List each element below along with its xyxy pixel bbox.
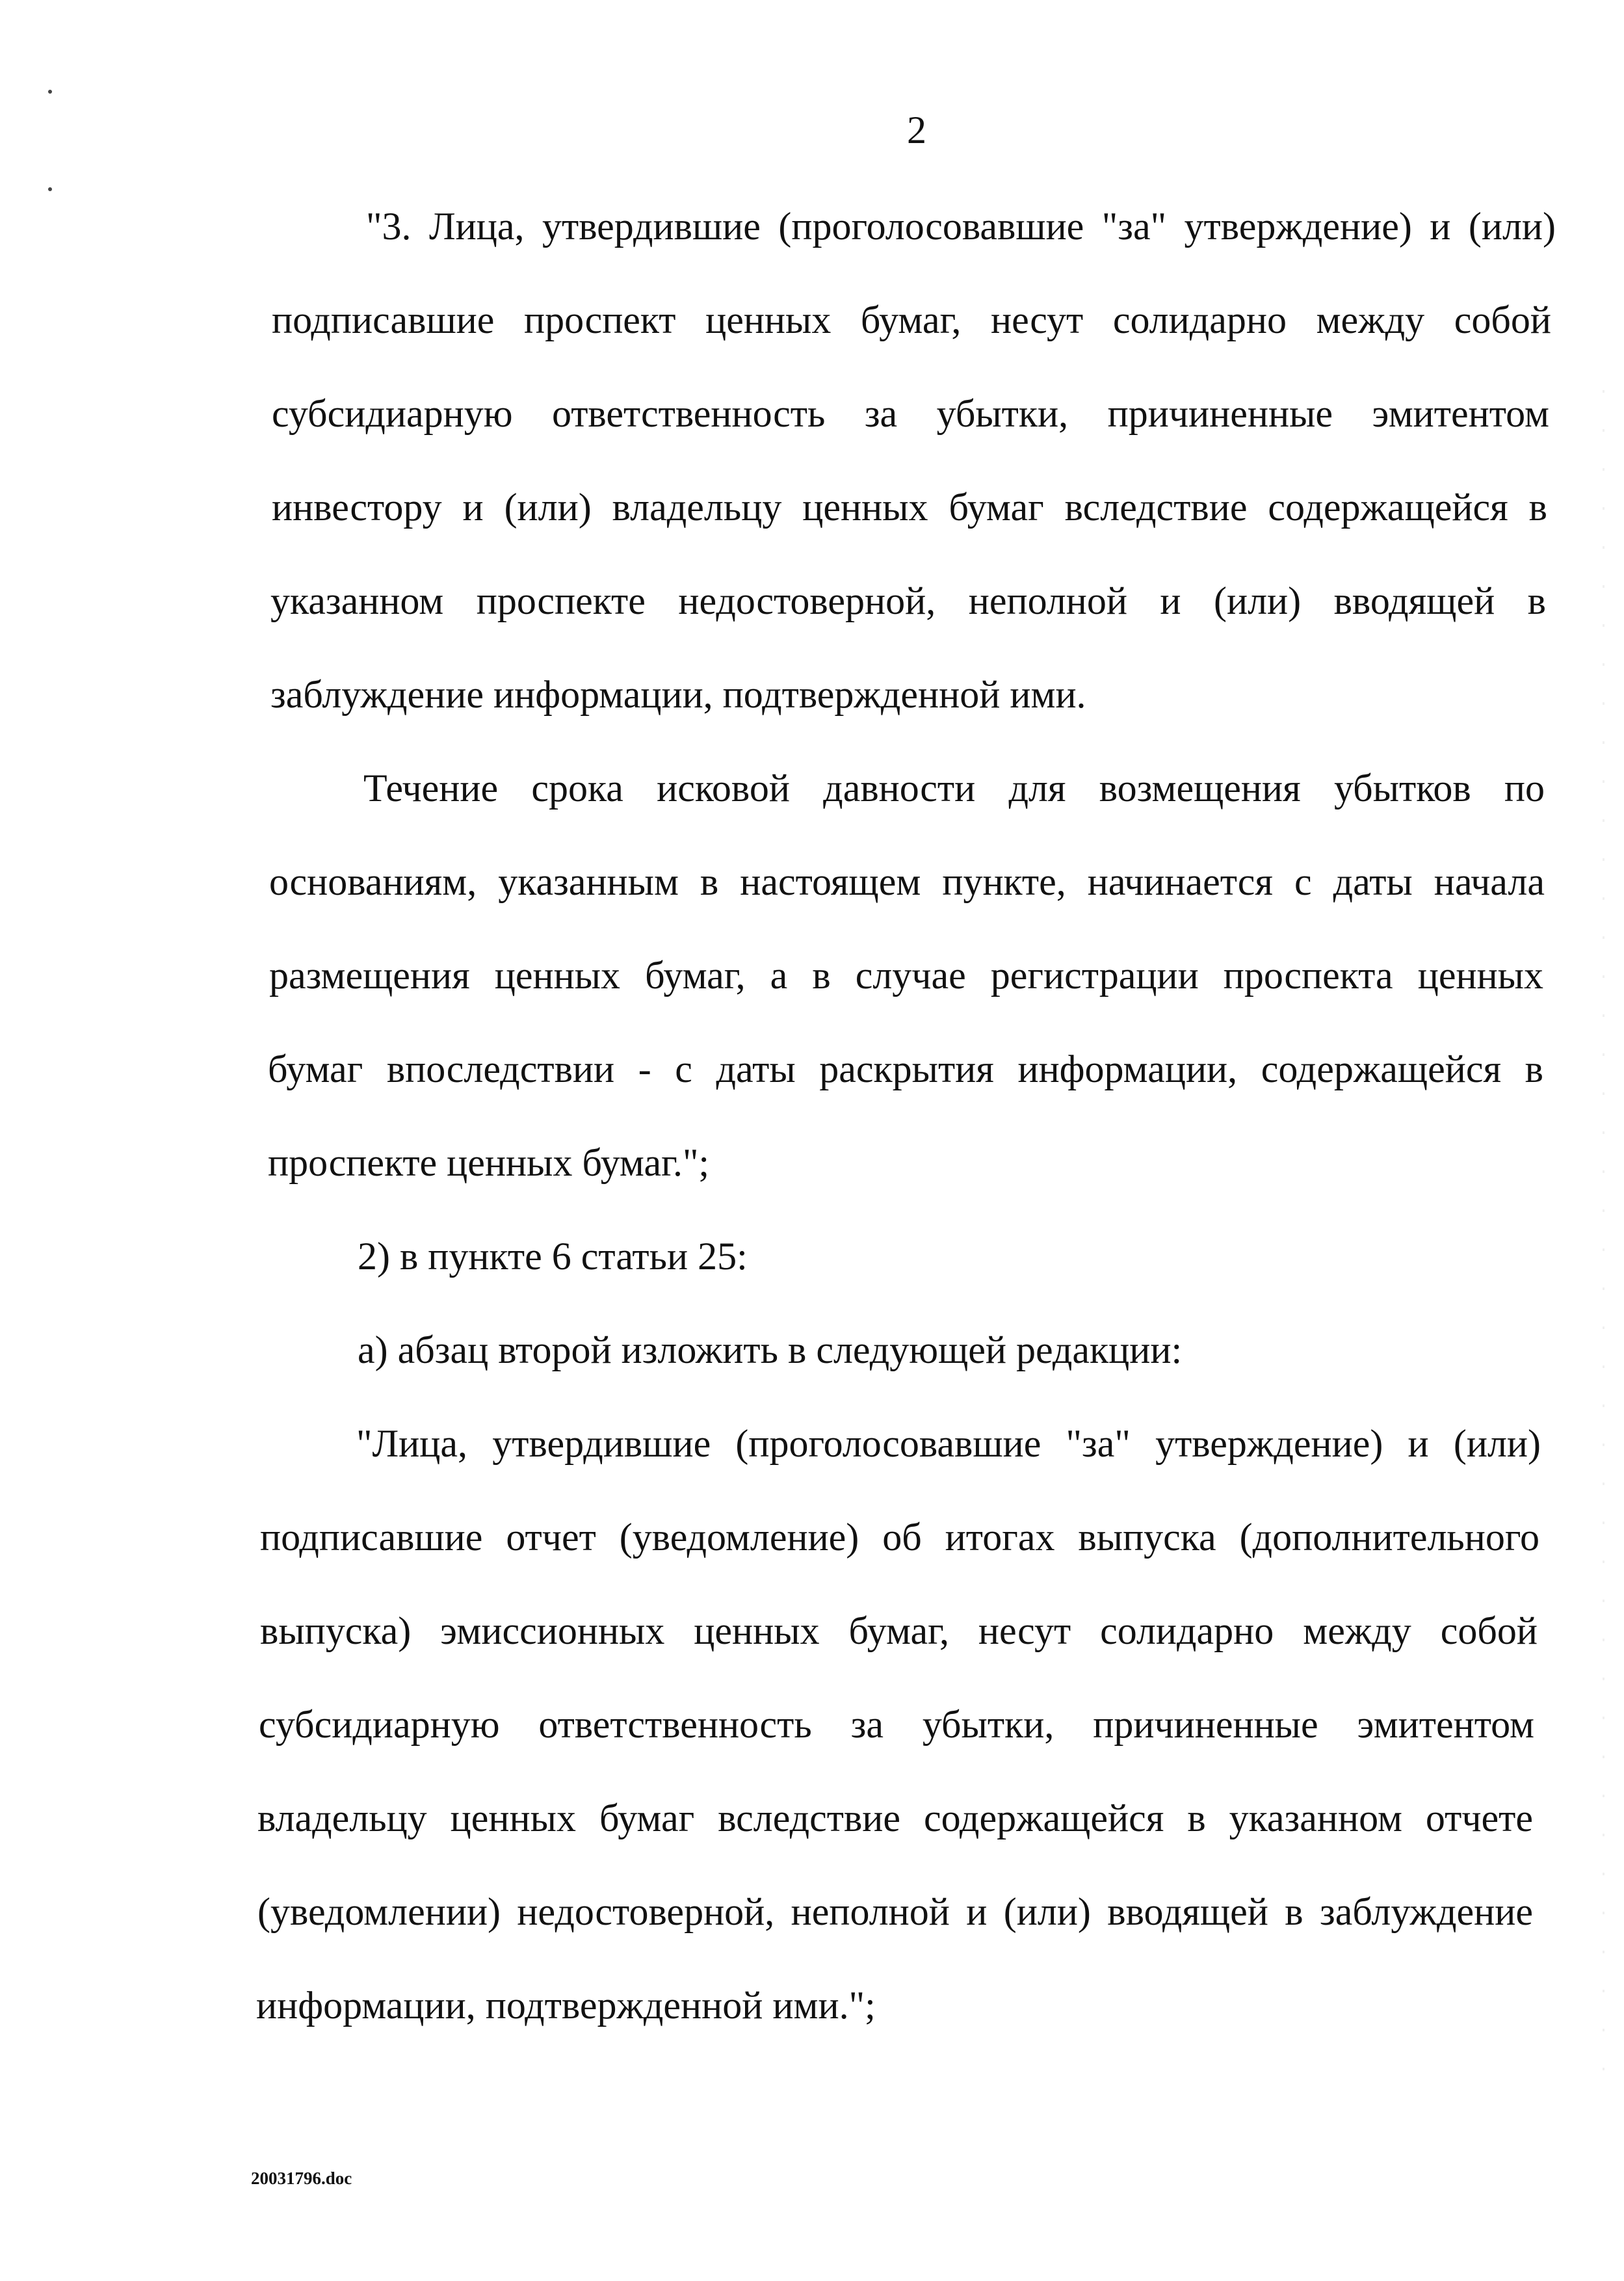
text-line: заблуждение информации, подтвержденной ими. bbox=[270, 673, 1086, 716]
text-line: указанном проспекте недостоверной, неполной и (или) вводящей в bbox=[270, 579, 1546, 622]
scan-edge-noise bbox=[1603, 390, 1604, 2081]
page-number: 2 bbox=[907, 109, 926, 152]
text-line: владельцу ценных бумаг вследствие содержащейся в указанном отчете bbox=[257, 1797, 1533, 1839]
text-line: проспекте ценных бумаг."; bbox=[268, 1141, 710, 1184]
text-line: выпуска) эмиссионных ценных бумаг, несут солидарно между собой bbox=[260, 1609, 1538, 1652]
text-line: субсидиарную ответственность за убытки, причиненные эмитентом bbox=[272, 392, 1549, 435]
text-line: инвестору и (или) владельцу ценных бумаг вследствие содержащейся в bbox=[272, 486, 1547, 529]
text-line: подписавшие отчет (уведомление) об итогах выпуска (дополнительного bbox=[260, 1516, 1539, 1559]
text-line: субсидиарную ответственность за убытки, причиненные эмитентом bbox=[259, 1703, 1534, 1746]
text-line: "Лица, утвердившие (проголосовавшие "за" утверждение) и (или) bbox=[356, 1422, 1541, 1465]
text-line: 2) в пункте 6 статьи 25: bbox=[358, 1235, 748, 1278]
text-line: основаниям, указанным в настоящем пункте, начинается с даты начала bbox=[269, 860, 1545, 903]
text-line: а) абзац второй изложить в следующей редакции: bbox=[358, 1328, 1183, 1371]
text-line: Течение срока исковой давности для возмещения убытков по bbox=[363, 767, 1545, 810]
text-line: информации, подтвержденной ими."; bbox=[256, 1984, 876, 2027]
scan-speck bbox=[48, 90, 52, 94]
text-line: подписавшие проспект ценных бумаг, несут солидарно между собой bbox=[272, 298, 1551, 341]
scan-speck bbox=[48, 187, 52, 191]
text-line: "3. Лица, утвердившие (проголосовавшие "за" утверждение) и (или) bbox=[366, 205, 1556, 248]
text-line: бумаг впоследствии - с даты раскрытия информации, содержащейся в bbox=[268, 1048, 1543, 1090]
text-line: (уведомлении) недостоверной, неполной и (или) вводящей в заблуждение bbox=[257, 1890, 1533, 1933]
footer-filename: 20031796.doc bbox=[251, 2169, 352, 2188]
text-line: размещения ценных бумаг, а в случае регистрации проспекта ценных bbox=[269, 954, 1543, 997]
